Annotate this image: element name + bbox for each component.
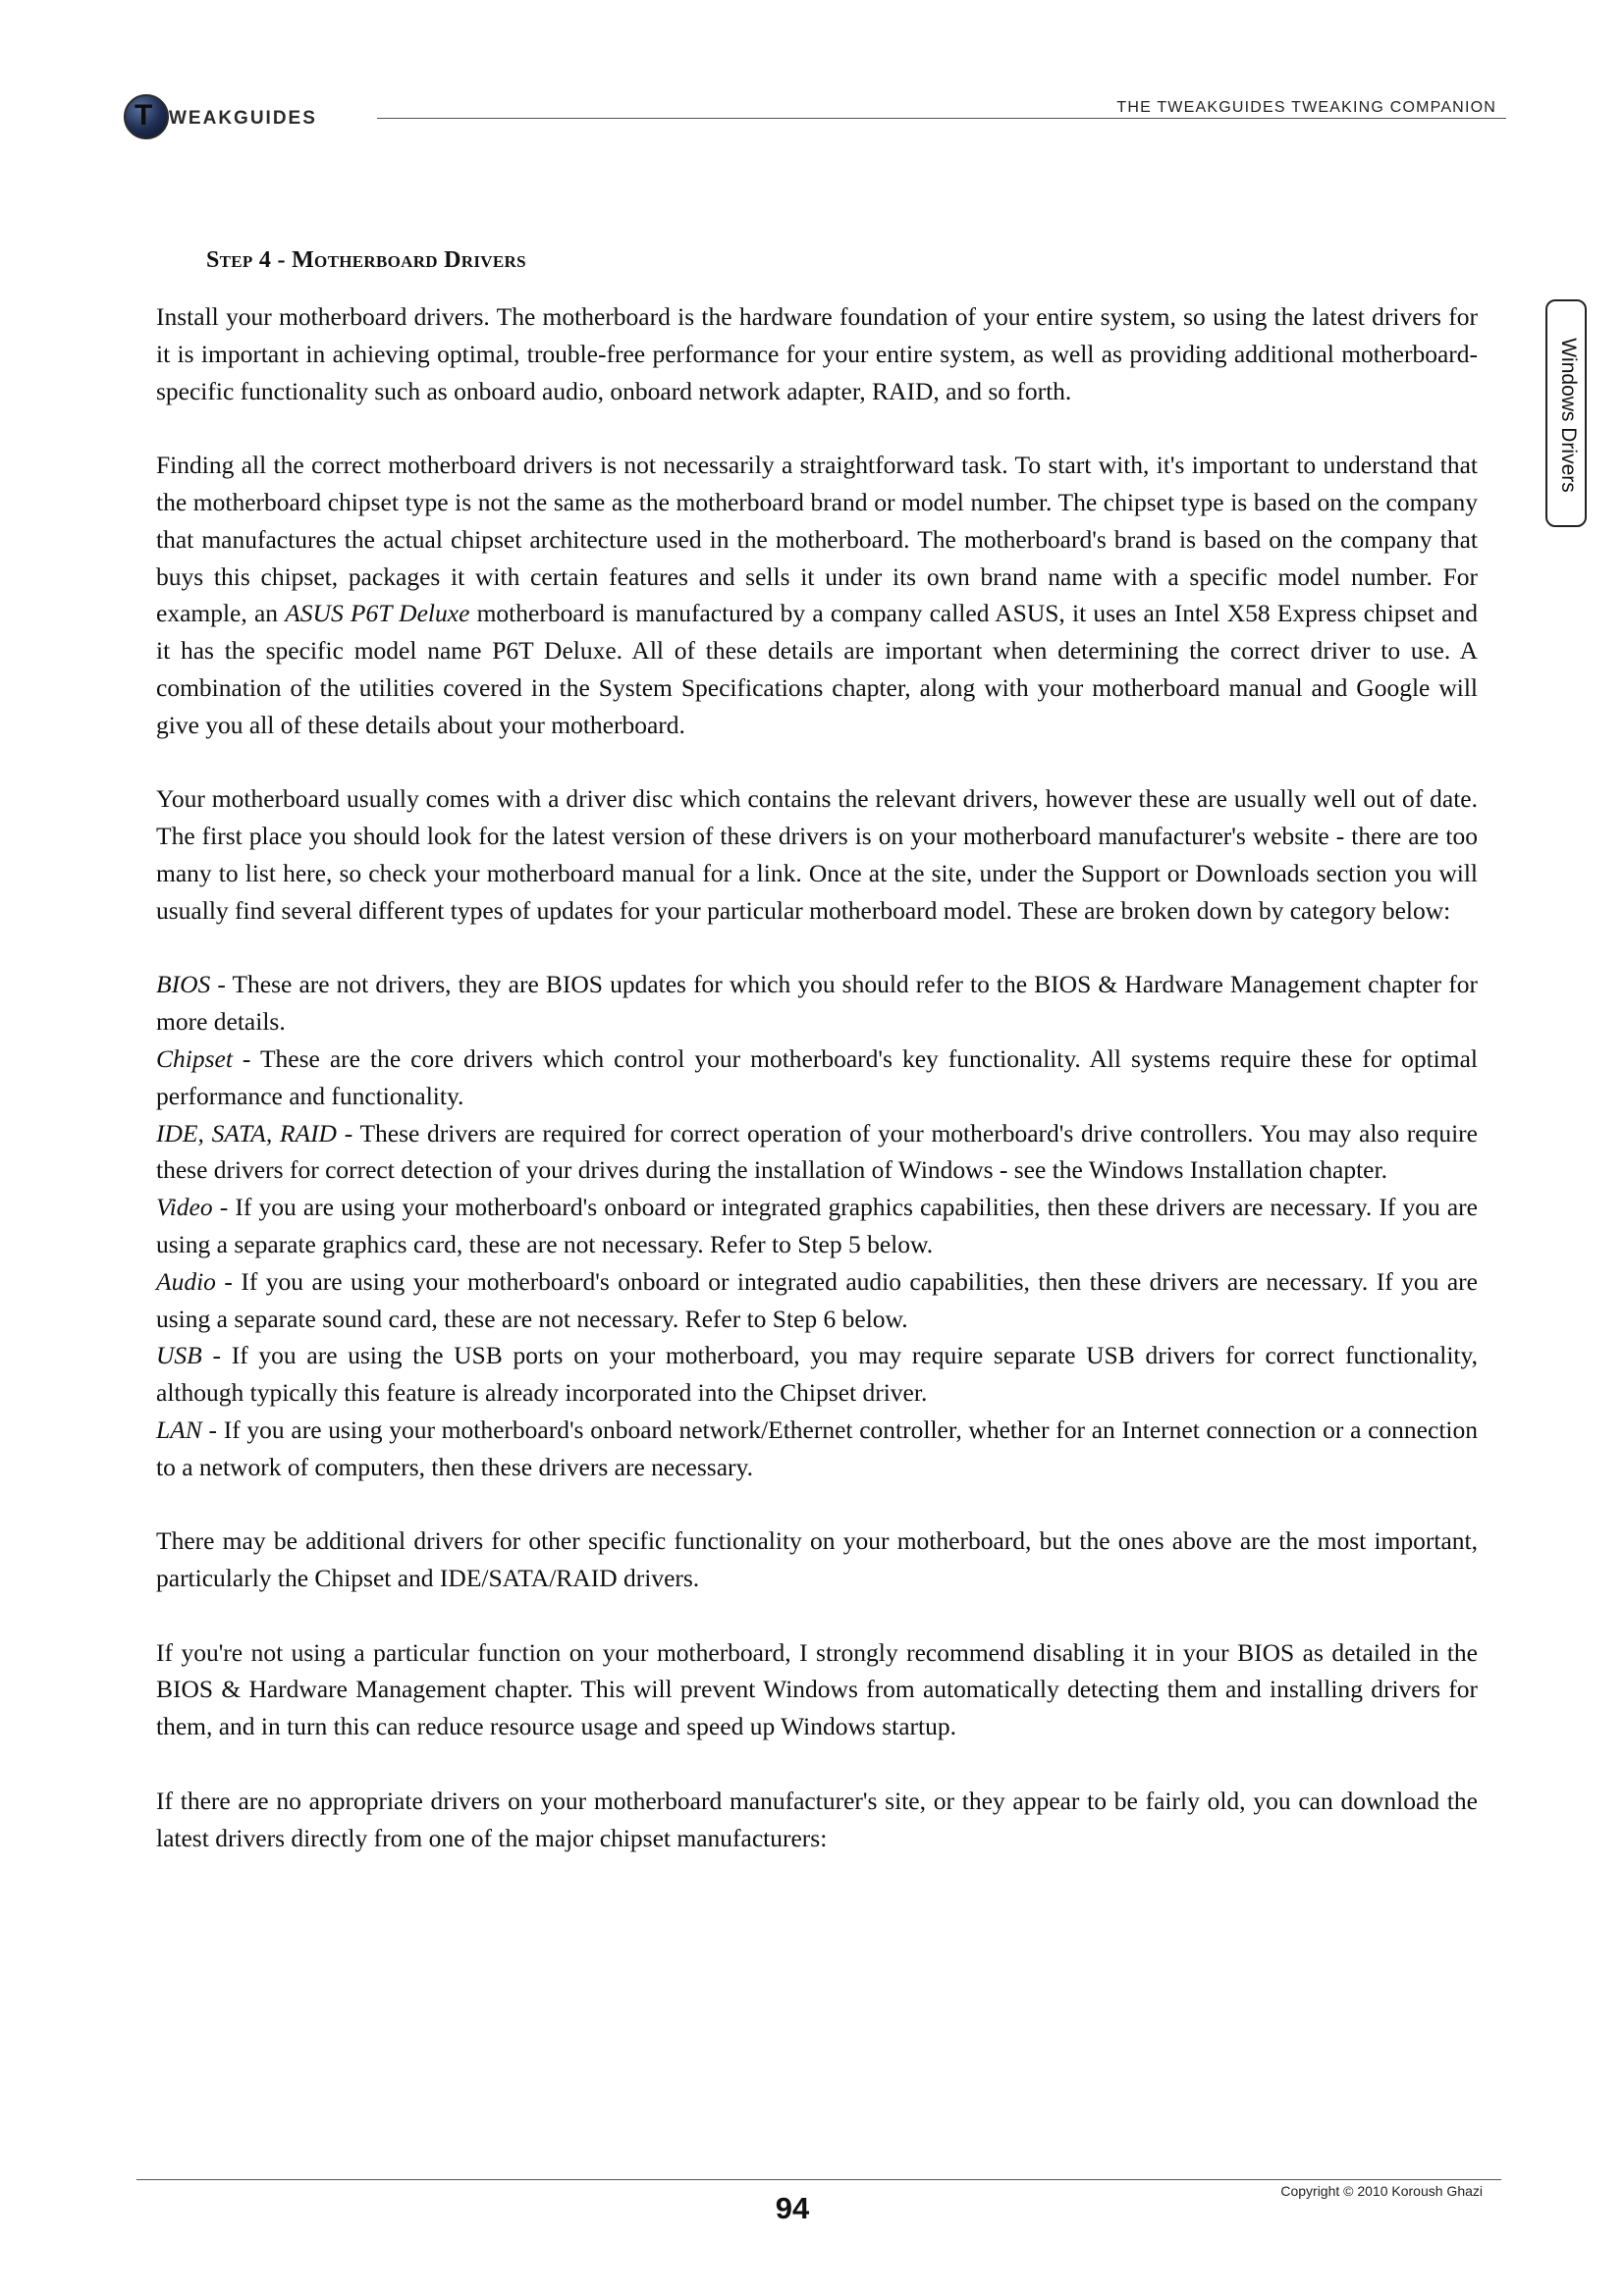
category-term: IDE, SATA, RAID — [156, 1118, 337, 1148]
category-item: Video - If you are using your motherboard's onboard or integrated graphics capabilities, then these drivers are necessary. If you are using a separate graphics card, these are not necessary. Refer to Step 5 below. — [156, 1193, 1478, 1258]
logo-wordmark: WEAKGUIDES — [169, 108, 317, 129]
paragraph-additional-drivers: There may be additional drivers for other specific functionality on your motherboard, but the ones above are the most important, particularly the Chipset and IDE/SATA/RAID drivers. — [156, 1526, 1478, 1593]
paragraph-disable-functions: If you're not using a particular function on your motherboard, I strongly recommend disabling it in your BIOS as detailed in the BIOS & Hardware Management chapter. This will prevent Windows from automatically detecting them and installing drivers for them, and in turn this can reduce resource usage and speed up Windows startup. — [156, 1637, 1478, 1741]
header-title: THE TWEAKGUIDES TWEAKING COMPANION — [1116, 99, 1496, 116]
paragraph-driver-disc: Your motherboard usually comes with a driver disc which contains the relevant drivers, however these are usually well out of date. The first place you should look for the latest version of these drivers is on your motherboard manufacturer's website - there are too many to list here, so check your motherboard manual for a link. Once at the site, under the Support or Downloads section you will usually find several different types of updates for your particular motherboard model. These are broken down by category below: — [156, 784, 1478, 925]
paragraph-chipset-manufacturers: If there are no appropriate drivers on your motherboard manufacturer's site, or they appear to be fairly old, you can download the latest drivers directly from one of the major chipset manufacturers: — [156, 1786, 1478, 1852]
category-item: BIOS - These are not drivers, they are BIOS updates for which you should refer to the BIOS & Hardware Management chapter for more details. — [156, 970, 1478, 1037]
header-divider — [377, 118, 1506, 119]
category-term: BIOS — [156, 970, 211, 999]
copyright-notice: Copyright © 2010 Koroush Ghazi — [1280, 2183, 1483, 2199]
category-term: USB — [156, 1341, 202, 1370]
category-item: Chipset - These are the core drivers which control your motherboard's key functionality. All systems require these for optimal performance and functionality. — [156, 1043, 1478, 1110]
category-term: Audio — [156, 1266, 216, 1296]
logo-emblem-icon: T — [124, 94, 169, 139]
paragraph-intro: Install your motherboard drivers. The motherboard is the hardware foundation of your entire system, so using the latest drivers for it is important in achieving optimal, trouble-free performance for your entire system, as well as providing additional motherboard-specific functionality such as onboard audio, onboard network adapter, RAID, and so forth. — [156, 302, 1478, 405]
category-term: LAN — [156, 1415, 202, 1444]
chapter-side-tab — [1545, 299, 1587, 527]
category-item: USB - If you are using the USB ports on your motherboard, you may require separate USB drivers for correct functionality, although typically this feature is already incorporated into the Chipset driver. — [156, 1341, 1478, 1408]
page-body — [156, 298, 1478, 1894]
chapter-side-tab-label: Windows Drivers — [1557, 338, 1580, 493]
example-model-name: ASUS P6T Deluxe — [285, 599, 470, 628]
category-item: IDE, SATA, RAID - These drivers are required for correct operation of your motherboard's drive controllers. You may also require these drivers for correct detection of your drives during the installation of Windows - see the Windows Installation chapter. — [156, 1118, 1478, 1185]
category-item: LAN - If you are using your motherboard's onboard network/Ethernet controller, whether for an Internet connection or a connection to a network of computers, then these drivers are necessary. — [156, 1415, 1478, 1481]
page-number: 94 — [775, 2191, 810, 2225]
category-item: Audio - If you are using your motherboard's onboard or integrated audio capabilities, then these drivers are necessary. If you are using a separate sound card, these are not necessary. Refer to Step 6 below. — [156, 1266, 1478, 1333]
category-term: Chipset — [156, 1043, 233, 1073]
footer-divider — [136, 2179, 1501, 2180]
section-heading: Step 4 - Motherboard Drivers — [206, 247, 526, 273]
category-term: Video — [156, 1193, 213, 1222]
tweakguides-logo — [124, 94, 359, 143]
paragraph-chipset-explanation: Finding all the correct motherboard drivers is not necessarily a straightforward task. To start with, it's important to understand that the motherboard chipset type is not the same as the motherboard brand or model number. The chipset type is based on the company that manufactures the actual chipset architecture used in the motherboard. The motherboard's brand is based on the company that buys this chipset, packages it with certain features and sells it under its own brand name with a specific model number. For example, an ASUS P6T Deluxe motherboard is manufactured by a company called ASUS, it uses an Intel X58 Express chipset and it has the specific model name P6T Deluxe. All of these details are important when determining the correct driver to use. A combination of the utilities covered in the System Specifications chapter, along with your motherboard manual and Google will give you all of these details about your motherboard. — [156, 451, 1478, 739]
